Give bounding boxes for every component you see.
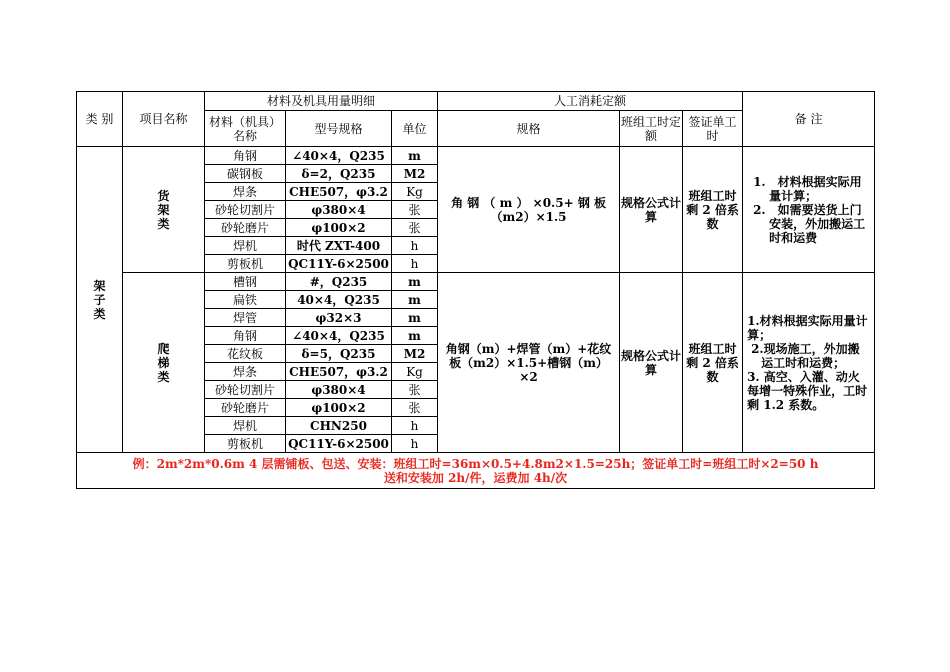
model-spec: QC11Y-6×2500: [286, 255, 392, 273]
model-spec: δ=2，Q235: [286, 165, 392, 183]
model-spec: φ100×2: [286, 399, 392, 417]
note-line: 2.现场施工，外加搬运工时和运费；: [751, 341, 860, 370]
unit: Kg: [392, 183, 438, 201]
note-line: 3. 高空、入灌、动火每增一特殊作业，工时剩 1.2 系数。: [747, 369, 868, 412]
material-name: 槽钢: [205, 273, 286, 291]
model-spec: ∠40×4，Q235: [286, 147, 392, 165]
header-team-quota: 班组工时定额: [620, 111, 683, 147]
material-name: 焊机: [205, 417, 286, 435]
example-line-1: 例：2m*2m*0.6m 4 层需铺板、包送、安装：班组工时=36m×0.5+4.8m2×1.5=25h；签证单工时=班组工时×2=50 h: [132, 456, 819, 471]
header-visa-hours: 签证单工时: [683, 111, 743, 147]
remarks-notes: [743, 273, 875, 453]
model-spec: #，Q235: [286, 273, 392, 291]
material-name: 剪板机: [205, 435, 286, 453]
model-spec: φ100×2: [286, 219, 392, 237]
unit: m: [392, 327, 438, 345]
team-calc: 规格公式计算: [620, 273, 683, 453]
material-name: 砂轮切割片: [205, 201, 286, 219]
model-spec: 40×4，Q235: [286, 291, 392, 309]
unit: m: [392, 309, 438, 327]
material-name: 砂轮切割片: [205, 381, 286, 399]
material-name: 角钢: [205, 327, 286, 345]
note-line: 1.材料根据实际用量计算；: [747, 313, 868, 342]
unit: M2: [392, 165, 438, 183]
header-model-spec: 型号规格: [286, 111, 392, 147]
header-spec: 规格: [438, 111, 620, 147]
header-material-name: 材料（机具）名称: [205, 111, 286, 147]
section-label: 爬梯类: [157, 341, 170, 384]
unit: h: [392, 255, 438, 273]
labor-formula: 角钢（m）+焊管（m）+花纹板（m2）×1.5+槽钢（m）×2: [438, 273, 620, 453]
model-spec: ∠40×4，Q235: [286, 327, 392, 345]
unit: 张: [392, 381, 438, 399]
material-name: 焊条: [205, 183, 286, 201]
remarks-notes: [743, 147, 875, 273]
example-line-2: 送和安装加 2h/件，运费加 4h/次: [383, 470, 568, 485]
visa-hours: 班组工时剩 2 倍系数: [683, 273, 743, 453]
header-unit: 单位: [392, 111, 438, 147]
model-spec: CHN250: [286, 417, 392, 435]
header-item-name: 项目名称: [123, 92, 205, 147]
unit: 张: [392, 201, 438, 219]
unit: 张: [392, 219, 438, 237]
header-remarks: 备 注: [743, 92, 875, 147]
model-spec: CHE507，φ3.2: [286, 363, 392, 381]
section-name: [123, 273, 205, 453]
unit: Kg: [392, 363, 438, 381]
unit: m: [392, 291, 438, 309]
header-labor-group: 人工消耗定额: [438, 92, 743, 111]
material-name: 焊机: [205, 237, 286, 255]
model-spec: CHE507，φ3.2: [286, 183, 392, 201]
material-name: 角钢: [205, 147, 286, 165]
model-spec: δ=5，Q235: [286, 345, 392, 363]
category-cell: [77, 147, 123, 453]
model-spec: QC11Y-6×2500: [286, 435, 392, 453]
material-name: 扁铁: [205, 291, 286, 309]
model-spec: φ32×3: [286, 309, 392, 327]
material-name: 砂轮磨片: [205, 219, 286, 237]
unit: m: [392, 273, 438, 291]
visa-hours: 班组工时剩 2 倍系数: [683, 147, 743, 273]
unit: m: [392, 147, 438, 165]
material-name: 焊条: [205, 363, 286, 381]
model-spec: φ380×4: [286, 201, 392, 219]
section-label: 货架类: [157, 188, 170, 231]
quota-table: [76, 91, 875, 489]
section-name: [123, 147, 205, 273]
unit: 张: [392, 399, 438, 417]
labor-formula: 角 钢 （ m ） ×0.5+ 钢 板（m2）×1.5: [438, 147, 620, 273]
header-materials-group: 材料及机具用量明细: [205, 92, 438, 111]
model-spec: φ380×4: [286, 381, 392, 399]
material-name: 花纹板: [205, 345, 286, 363]
category-label: 架子类: [93, 278, 106, 321]
material-name: 剪板机: [205, 255, 286, 273]
material-name: 碳钢板: [205, 165, 286, 183]
header-category: 类 别: [77, 92, 123, 147]
team-calc: 规格公式计算: [620, 147, 683, 273]
model-spec: 时代 ZXT-400: [286, 237, 392, 255]
example-note: [77, 453, 875, 489]
unit: M2: [392, 345, 438, 363]
material-name: 焊管: [205, 309, 286, 327]
unit: h: [392, 417, 438, 435]
unit: h: [392, 237, 438, 255]
material-name: 砂轮磨片: [205, 399, 286, 417]
note-line: 1. 材料根据实际用量计算；: [753, 174, 862, 203]
unit: h: [392, 435, 438, 453]
note-line: 2. 如需要送货上门安装，外加搬运工时和运费: [753, 202, 866, 245]
